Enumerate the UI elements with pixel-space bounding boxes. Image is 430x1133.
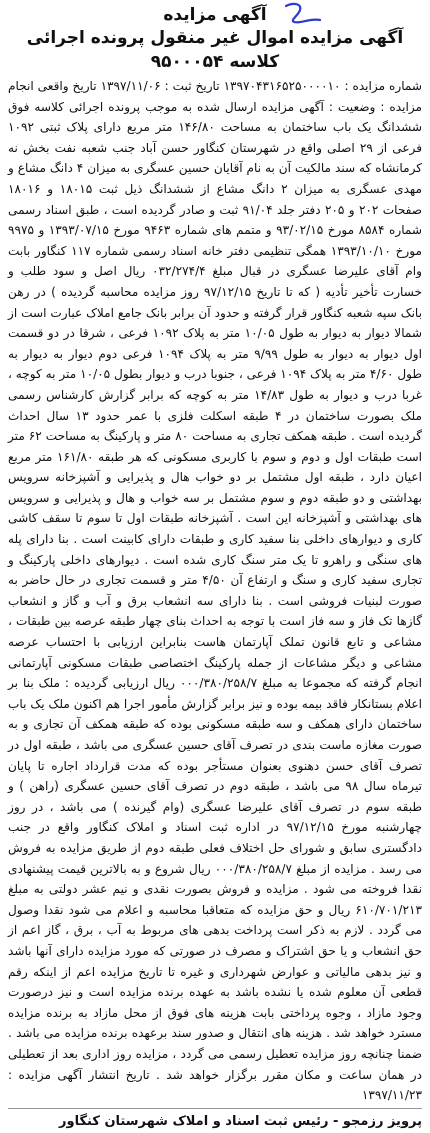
notice-signature: پرویز رزمجو - رئیس ثبت اسناد و املاک شهرستان کنگاور — [59, 1113, 422, 1129]
notice-headline: آگهی مزایده اموال غیر منقول پرونده اجرائی کلاسه ۹۵۰۰۰۵۴ — [26, 28, 404, 72]
notice-body: شماره مزایده : ۱۳۹۷۰۴۳۱۶۵۲۵۰۰۰۰۱۰ تاریخ ثبت : ۱۳۹۷/۱۱/۰۶ تاریخ واقعی انجام مزایده : وضعیت : آگهی مزایده ارسال شده به موجب پرونده اجرائی کلاسه فوق ششدانگ یک باب ساختمان به مساحت ۱۴۶/۸۰ متر مربع دارای پلاک ثبتی ۱۰۹۲ فرعی از ۲۹ اصلی واقع در شهرستان کنگاور حسن آباد جنب شعبه نفت بخش نه کرمانشاه که سند مالکیت آن به نام آقایان حسین عسگری به میزان ۴ دانگ مشاع و مهدی عسگری به میزان ۲ دانگ مشاع از ششدانگ ذیل ثبت ۱۸۰۱۵ و ۱۸۰۱۶ صفحات ۲۰۲ و ۲۰۵ دفتر جلد ۹۱/۰۴ ثبت و صادر گردیده است ، طبق اسناد رسمی شماره ۸۵۸۴ مورخ ۹۳/۰۲/۱۵ و متمم های شماره ۹۴۶۳ مورخ ۱۳۹۳/۰۷/۱۵ و ۹۹۷۵ مورخ ۱۳۹۳/۱۰/۱۰ همگی تنظیمی دفتر خانه اسناد رسمی شماره ۱۱۷ کنگاور بابت وام آقای علیرضا عسگری در قبال مبلغ ۰۳۲/۲۷۴/۴ ریال اصل و سود طلب و خسارت تأخیر تأدیه ( که تا تاریخ ۹۷/۱۲/۱۵ روز مزایده محاسبه گردیده ) در رهن بانک سپه شعبه کنگاور قرار گرفته و حدود آن برابر بانک جامع املاک عبارت است از شمالا دیوار به دیوار به طول ۱۰/۰۵ متر به پلاک ۱۰۹۲ فرعی ، شرقا در دو قسمت اول دیوار به دیوار به طول ۹/۹۹ متر به پلاک ۱۰۹۴ فرعی دوم دیوار به دیوار به طول ۴/۶۰ متر به پلاک ۱۰۹۴ فرعی ، جنوبا درب و دیوار بطول ۱۰/۰۵ متر به کوچه ، غربا درب و دیوار به طول ۱۴/۸۳ متر به کوچه که برابر گزارش کارشناس رسمی ملک بصورت ساختمان در ۴ طبقه اسکلت فلزی با عمر حدود ۱۳ سال احداث گردیده است . طبقه همکف تجاری به مساحت ۸۰ متر و پارکینگ به مساحت ۶۲ متر است طبقات اول و دوم و سوم با کاربری مسکونی که هر طبقه ۱۶۱/۸۰ متر مربع اعیان دارد ، طبقه اول مشتمل بر دو خواب هال و پذیرایی و آشپزخانه سرویس بهداشتی و دو طبقه دوم و سوم مشتمل بر سه خواب و هال و پذیرایی و سرویس های بهداشتی و آشپزخانه این است . آشپزخانه طبقات اول تا سوم تا سقف کاشی کاری و دیوارهای داخلی بنا سفید کاری و طبقات دارای کابینت است . بنا دارای پله های سنگی و راهرو تا یک متر سنگ کاری شده است . دیوارهای داخلی پارکینگ و تجاری سفید کاری و سنگ و ارتفاع آن ۴/۵۰ متر و قسمت تجاری در حال حاضر به صورت لبنیات فروشی است . بنا دارای سه انشعاب برق و آب و گاز و انشعاب گازها تک فاز و سه فاز است با توجه به احداث بنای چهار طبقه عرصه بین طبقات ، مشاعی و تابع قانون تملک آپارتمان هاست بنابراین ارزیابی با احتساب عرصه مشاعی و دیگر مشاعات از جمله پارکینگ اختصاصی طبقات مسکونی آپارتمانی انجام گرفته که مجموعا به مبلغ ۰۰۰/۳۸۰/۲۵۸/۷ ریال ارزیابی گردیده : ملک بنا بر اعلام بستانکار فاقد بیمه بوده و نیز برابر گزارش مأمور اجرا هم اکنون ملک یک باب ساختمان دارای همکف و سه طبقه مسکونی بوده که طبقه همکف آن تجاری و به صورت مغازه ماست بندی در تصرف آقای حسین عسگری می باشد ، طبقه اول در تصرف آقای حسن دهنوی بعنوان مستأجر بوده که مدت قرارداد اجاره تا پایان تیرماه سال ۹۸ می باشد ، طبقه دوم در تصرف آقای حسین عسگری (راهن ) و طبقه سوم در تصرف آقای علیرضا عسگری (وام گیرنده ) می باشد ، در روز چهارشنبه مورخ ۹۷/۱۲/۱۵ در اداره ثبت اسناد و املاک کنگاور واقع در جنب دادگستری سابق و شورای حل اختلاف فعلی طبقه دوم از طریق مزایده به فروش می رسد . مزایده از مبلغ ۰۰۰/۳۸۰/۲۵۸/۷ ریال شروع و به بالاترین قیمت پیشنهادی نقدا فروخته می شود . مزایده و فروش بصورت نقدی و نیم عشر دولتی به مبلغ ۶۱۰/۷۰۱/۲۱۳ ریال و حق مزایده که متعاقبا محاسبه و اعلام می شود نقدا وصول می گردد . لازم به ذکر است پرداخت بدهی های مربوط به آب ، برق ، گاز اعم از حق انشعاب و یا حق اشتراک و مصرف در صورتی که مورد مزایده دارای آنها باشد و نیز بدهی مالیاتی و عوارض شهرداری و غیره تا تاریخ مزایده اعم از اینکه رقم قطعی آن معلوم شده یا نشده باشد به عهده برنده مزایده است و نیز درصورت وجود مازاد ، وجوه پرداختی بابت هزینه های فوق از محل مازاد به برنده مزایده مسترد خواهد شد . هزینه های انتقال و صدور سند برعهده برنده مزایده می باشد . ضمنا چنانچه روز مزایده تعطیل رسمی می گردد ، مزایده روز اداری بعد از تعطیلی در همان ساعت و مکان مقرر برگزار خواهد شد . تاریخ انتشار آگهی مزایده : ۱۳۹۷/۱۱/۲۳ — [8, 76, 422, 1109]
notice-title: آگهی مزایده — [163, 5, 267, 25]
handwritten-mark — [280, 0, 330, 26]
